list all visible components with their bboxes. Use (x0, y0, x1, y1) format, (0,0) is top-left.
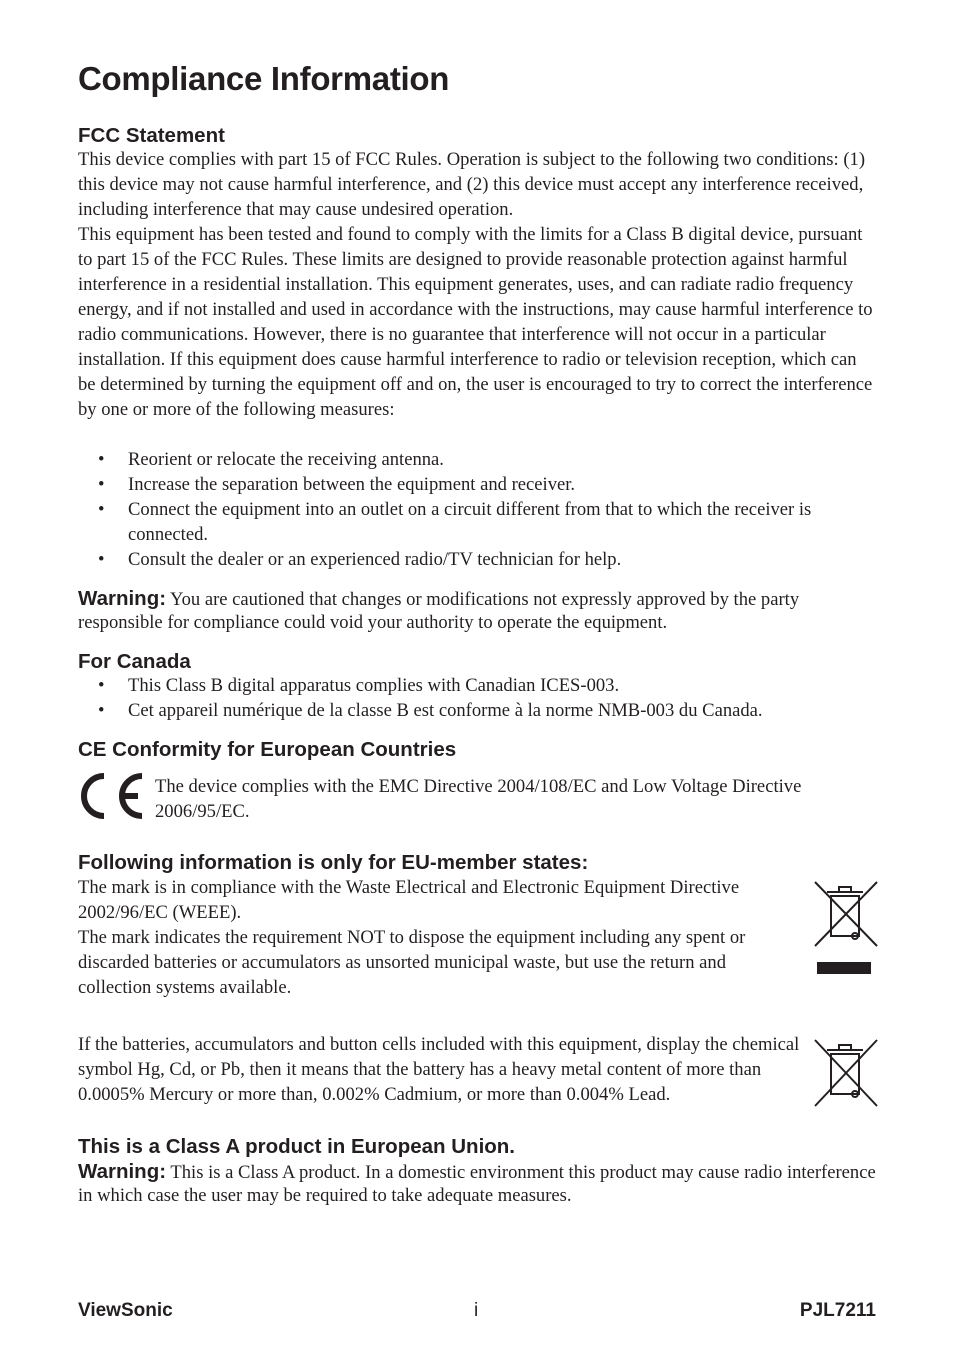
list-item-text: Connect the equipment into an outlet on a circuit different from that to which the receiver is connected. (128, 499, 812, 545)
footer-brand: ViewSonic (78, 1300, 173, 1321)
fcc-paragraph-2: This equipment has been tested and found to comply with the limits for a Class B digital device, pursuant to part 15 of the FCC Rules. These limits are designed to provide reasonable protection against harmful interference in a residential installation. This equipment generates, uses, and can radiate radio frequency energy, and if not installed and used in accordance with the instructions, may cause harmful interference to radio communications. However, there is no guarantee that interference will not occur in a particular installation. If this equipment does cause harmful interference to radio or television reception, which can be determined by turning the equipment off and on, the user is encouraged to try to correct the interference by one or more of the following measures: (78, 224, 873, 420)
list-item-text: Reorient or relocate the receiving antenna. (128, 449, 444, 470)
ce-heading: CE Conformity for European Countries (78, 738, 457, 761)
list-item-text: This Class B digital apparatus complies with Canadian ICES-003. (128, 675, 620, 696)
ce-text: The device complies with the EMC Directive 2004/108/EC and Low Voltage Directive 2006/95/EC. (155, 776, 802, 822)
list-item (98, 547, 878, 572)
list-item (98, 447, 878, 472)
canada-heading: For Canada (78, 650, 191, 673)
bullet-icon: • (98, 675, 105, 696)
bullet-icon: • (98, 449, 105, 470)
footer-model: PJL7211 (799, 1300, 876, 1321)
classa-warning (78, 1160, 878, 1207)
bullet-icon: • (98, 700, 105, 721)
crossed-bin-icon (811, 1036, 881, 1108)
list-item (98, 497, 878, 547)
bullet-icon: • (98, 549, 105, 570)
eu-paragraph-1: The mark is in compliance with the Waste Electrical and Electronic Equipment Directive 2002/96/EC (WEEE). (78, 877, 740, 923)
ce-mark-icon (78, 772, 146, 820)
warning-text: This is a Class A product. In a domestic environment this product may cause radio interference in which case the user may be required to take adequate measures. (78, 1162, 876, 1206)
warning-label: Warning: (78, 587, 167, 610)
bullet-icon: • (98, 474, 105, 495)
fcc-heading: FCC Statement (78, 124, 225, 147)
page-title: Compliance Information (78, 60, 450, 97)
crossed-bin-icon (811, 878, 881, 976)
list-item-text: Consult the dealer or an experienced radio/TV technician for help. (128, 549, 622, 570)
eu-paragraph-2: The mark indicates the requirement NOT to dispose the equipment including any spent or discarded batteries or accumulators as unsorted municipal waste, but use the return and collection systems available. (78, 927, 746, 998)
warning-text: You are cautioned that changes or modifications not expressly approved by the party responsible for compliance could void your authority to operate the equipment. (78, 589, 800, 633)
list-item (98, 698, 878, 723)
fcc-paragraph-1: This device complies with part 15 of FCC Rules. Operation is subject to the following two conditions: (1) this device may not cause harmful interference, and (2) this device must accept any interference received, including interference that may cause undesired operation. (78, 149, 866, 220)
list-item-text: Increase the separation between the equipment and receiver. (128, 474, 576, 495)
eu-heading: Following information is only for EU-member states: (78, 851, 589, 874)
warning-label: Warning: (78, 1160, 167, 1183)
eu-paragraph-3: If the batteries, accumulators and button cells included with this equipment, display the chemical symbol Hg, Cd, or Pb, then it means that the battery has a heavy metal content of more than 0.0005% Mercury or more than, 0.002% Cadmium, or more than 0.004% Lead. (78, 1034, 800, 1105)
list-item-text: Cet appareil numérique de la classe B est conforme à la norme NMB-003 du Canada. (128, 700, 763, 721)
footer-page-number: i (474, 1300, 479, 1321)
fcc-warning (78, 587, 878, 634)
bullet-icon: • (98, 499, 105, 520)
list-item (98, 472, 878, 497)
list-item (98, 673, 878, 698)
classa-heading: This is a Class A product in European Union. (78, 1135, 516, 1158)
